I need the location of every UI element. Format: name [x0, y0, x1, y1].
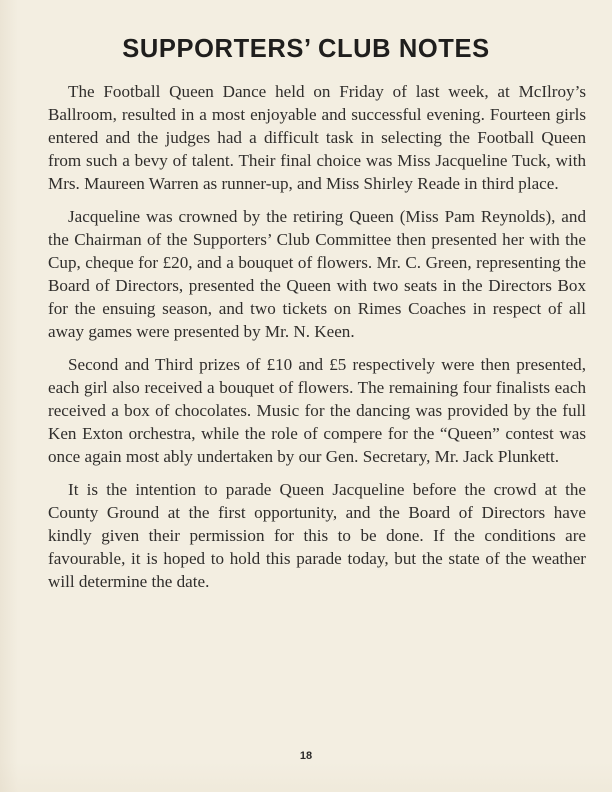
paragraph-3: Second and Third prizes of £10 and £5 respectively were then presented, each girl also received a bouquet of flowers. The remaining four finalists each received a box of chocolates. Music for the dancing was provided by the full Ken Exton orchestra, while the role of compere for the “Queen” contest was once again most ably undertaken by our Gen. Secretary, Mr. Jack Plunkett.	[48, 355, 586, 466]
page-number: 18	[299, 750, 313, 762]
paragraph-4: It is the intention to parade Queen Jacqueline before the crowd at the County Ground at the first opportunity, and the Board of Directors have kindly given their permission for this to be done. If the conditions are favourable, it is hoped to hold this parade today, but the state of the weather will determine the date.	[48, 480, 586, 591]
paragraph-1: The Football Queen Dance held on Friday of last week, at McIlroy’s Ballroom, resulted in a most enjoyable and successful evening. Fourteen girls entered and the judges had a difficult task in selecting the Football Queen from such a bevy of talent. Their final choice was Miss Jacqueline Tuck, with Mrs. Maureen Warren as runner-up, and Miss Shirley Reade in third place.	[48, 82, 586, 193]
article-body	[48, 80, 586, 603]
page-title: SUPPORTERS’ CLUB NOTES	[122, 35, 490, 63]
paragraph-2: Jacqueline was crowned by the retiring Queen (Miss Pam Reynolds), and the Chairman of the Supporters’ Club Committee then presented her with the Cup, cheque for £20, and a bouquet of flowers. Mr. C. Green, representing the Board of Directors, presented the Queen with two seats in the Directors Box for the ensuing season, and two tickets on Rimes Coaches in respect of all away games were presented by Mr. N. Keen.	[48, 207, 586, 341]
